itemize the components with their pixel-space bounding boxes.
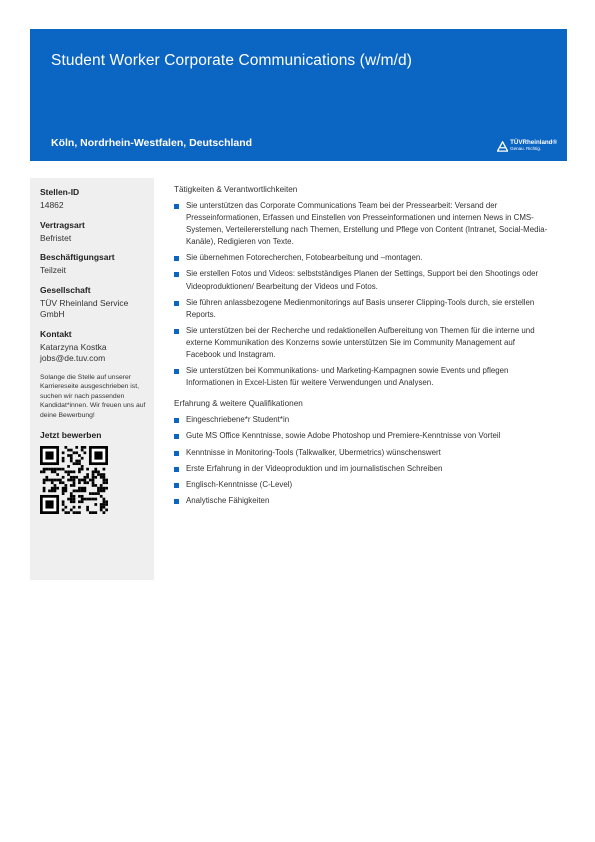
bullet-square-icon bbox=[174, 483, 179, 488]
list-item: Gute MS Office Kenntnisse, sowie Adobe Photoshop und Premiere-Kenntnisse von Vorteil bbox=[174, 430, 550, 442]
tuv-triangle-icon bbox=[497, 141, 508, 152]
bullet-square-icon bbox=[174, 272, 179, 277]
bullet-square-icon bbox=[174, 301, 179, 306]
logo-slogan: Genau. Richtig. bbox=[510, 146, 542, 151]
employment-value: Teilzeit bbox=[40, 265, 66, 275]
bullet-square-icon bbox=[174, 329, 179, 334]
quals-list bbox=[174, 414, 550, 507]
list-item: Englisch-Kenntnisse (C-Level) bbox=[174, 479, 550, 491]
bullet-square-icon bbox=[174, 418, 179, 423]
contact-name: Katarzyna Kostka bbox=[40, 341, 107, 352]
list-item: Sie führen anlassbezogene Medienmonitorings auf Basis unserer Clipping-Tools durch, sie erstellen Reports. bbox=[174, 297, 550, 321]
tasks-title: Tätigkeiten & Verantwortlichkeiten bbox=[174, 185, 298, 194]
list-item: Eingeschriebene*r Student*in bbox=[174, 414, 550, 426]
bullet-square-icon bbox=[174, 434, 179, 439]
logo-text: TÜVRheinland® Genau. Richtig. bbox=[510, 138, 557, 151]
employment-label: Beschäftigungsart bbox=[40, 252, 115, 262]
contact-email[interactable]: jobs@de.tuv.com bbox=[40, 353, 106, 363]
list-item: Erste Erfahrung in der Videoproduktion und im journalistischen Schreiben bbox=[174, 463, 550, 475]
list-item: Kenntnisse in Monitoring-Tools (Talkwalker, Ubermetrics) wünschenswert bbox=[174, 447, 550, 459]
bullet-square-icon bbox=[174, 451, 179, 456]
job-location: Köln, Nordrhein-Westfalen, Deutschland bbox=[51, 137, 253, 149]
sidebar bbox=[30, 178, 154, 580]
job-title: Student Worker Corporate Communications (w/m/d) bbox=[51, 52, 413, 69]
company-label: Gesellschaft bbox=[40, 284, 91, 295]
application-note: Solange die Stelle auf unserer Karriereseite ausgeschrieben ist, suchen wir nach passenden Kandidat*innen. Wir freuen uns auf deine Bewerbung! bbox=[40, 373, 146, 419]
main-content bbox=[174, 185, 550, 517]
company-value: TÜV Rheinland Service GmbH bbox=[40, 297, 129, 319]
company-logo bbox=[497, 137, 557, 155]
contact-label: Kontakt bbox=[40, 328, 72, 339]
bullet-square-icon bbox=[174, 256, 179, 261]
bullet-square-icon bbox=[174, 499, 179, 504]
contract-label: Vertragsart bbox=[40, 219, 85, 230]
list-item: Sie übernehmen Fotorecherchen, Fotobearbeitung und –montagen. bbox=[174, 252, 550, 264]
contract-value: Befristet bbox=[40, 232, 72, 243]
quals-title: Erfahrung & weitere Qualifikationen bbox=[174, 399, 303, 409]
bullet-square-icon bbox=[174, 204, 179, 209]
apply-link[interactable]: Jetzt bewerben bbox=[40, 430, 102, 441]
list-item: Sie erstellen Fotos und Videos: selbstständiges Planen der Settings, Support bei den Shootings oder Videoproduktionen/ Bearbeitung der Videos und Fotos. bbox=[174, 268, 550, 292]
bullet-square-icon bbox=[174, 467, 179, 472]
id-label: Stellen-ID bbox=[40, 187, 80, 197]
list-item: Sie unterstützen bei Kommunikations- und Marketing-Kampagnen sowie Events und pflegen Informationen in Excel-Listen für weitere Verwendungen und Analysen. bbox=[174, 365, 550, 389]
list-item: Sie unterstützen bei der Recherche und redaktionellen Aufbereitung von Themen für die interne und externe Kommunikation des Konzerns sowie unterstützen Sie im Community Management auf Facebook und Instagram. bbox=[174, 325, 550, 361]
header-banner bbox=[30, 29, 567, 161]
qr-code-icon[interactable] bbox=[40, 446, 108, 514]
list-item: Sie unterstützen das Corporate Communications Team bei der Pressearbeit: Versand der Presseinformationen, Erfassen und Einstellen von Presseinformationen und internen News in CMS-Systemen, Verteilererstellung nach Themen, Erstellung und Pflege von Content (Intranet, Social-Media-Kanäle), Redigieren von Texte. bbox=[174, 200, 550, 248]
bullet-square-icon bbox=[174, 369, 179, 374]
list-item: Analytische Fähigkeiten bbox=[174, 495, 550, 507]
tasks-list bbox=[174, 200, 550, 389]
id-value: 14862 bbox=[40, 200, 64, 210]
